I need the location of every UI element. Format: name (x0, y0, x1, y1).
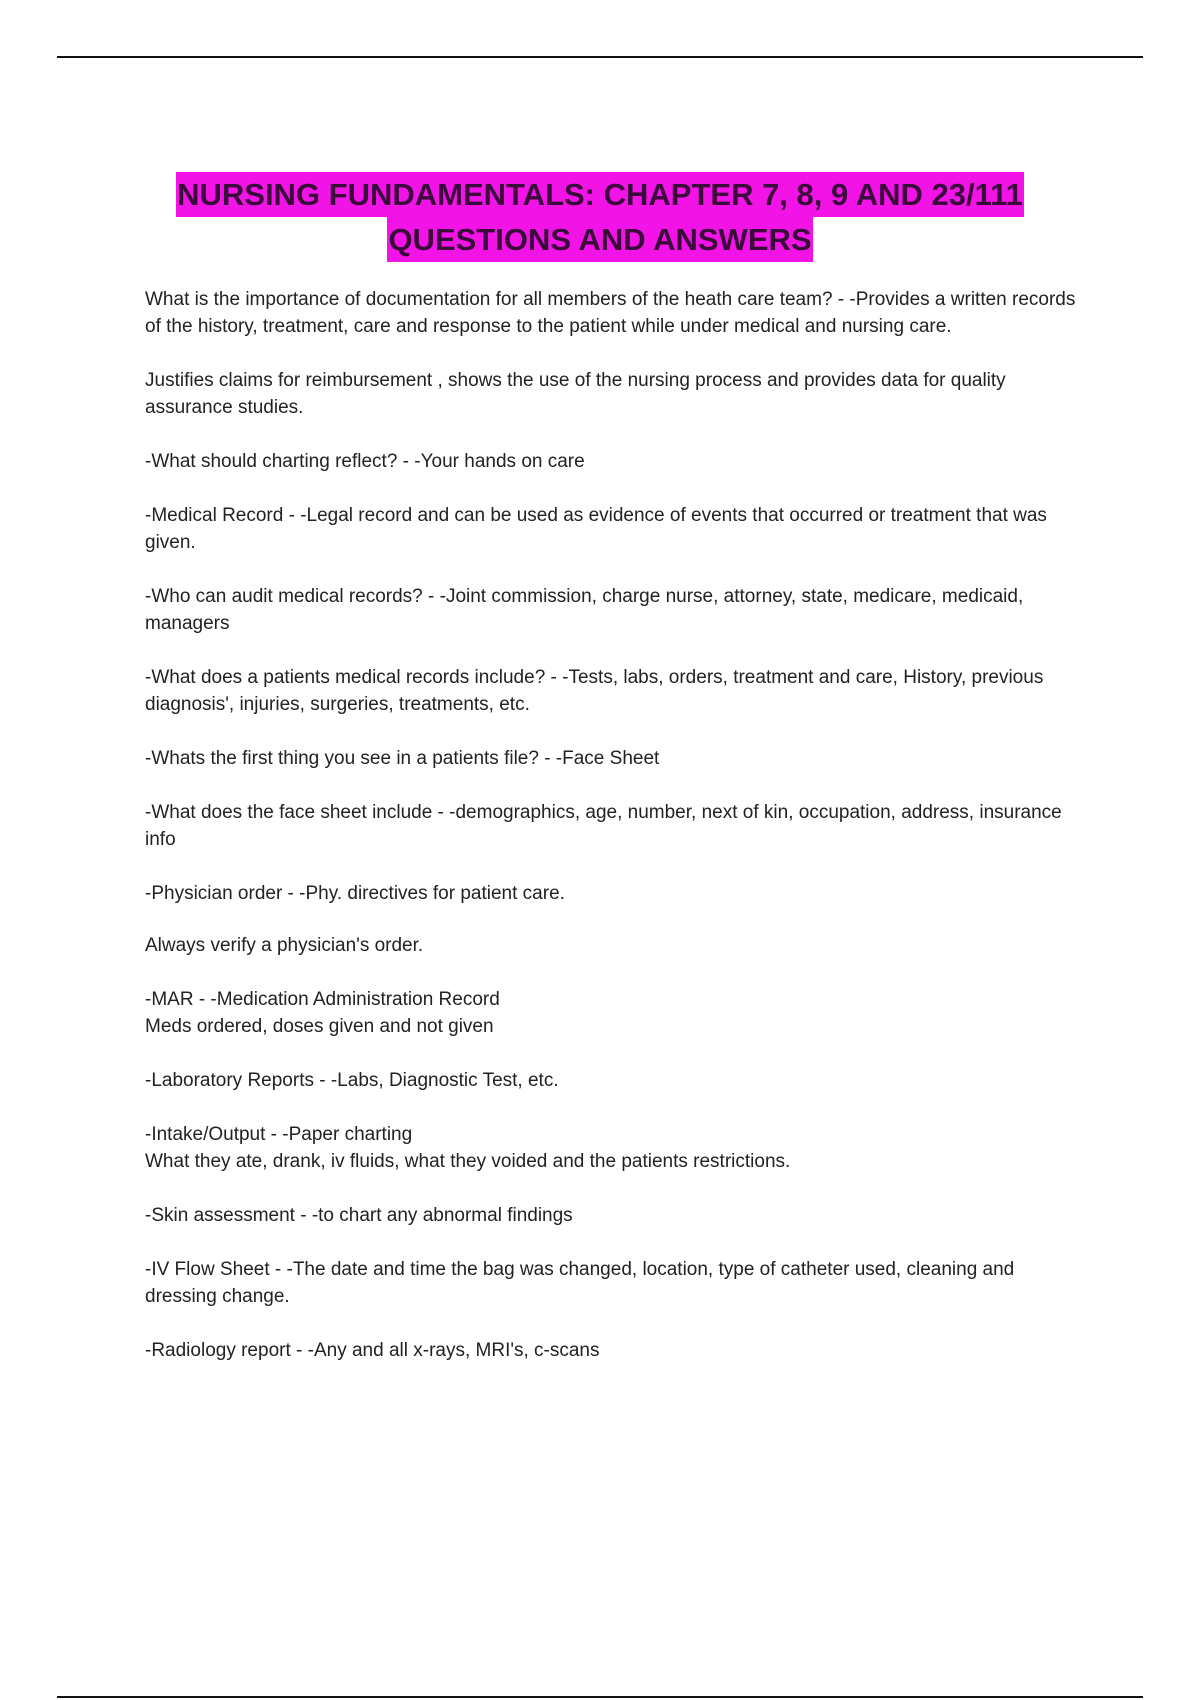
paragraph-text: -Radiology report - -Any and all x-rays, MRI's, c-scans (145, 1340, 600, 1361)
qa-paragraph (145, 448, 1085, 475)
paragraph-text: What they ate, drank, iv fluids, what they voided and the patients restrictions. (145, 1151, 791, 1172)
paragraph-text: Justifies claims for reimbursement , shows the use of the nursing process and provides data for quality assurance studies. (145, 370, 1006, 418)
qa-content (145, 286, 1085, 1391)
paragraph-text: -IV Flow Sheet - -The date and time the bag was changed, location, type of catheter used, cleaning and dressing change. (145, 1259, 1015, 1307)
title-line-2: QUESTIONS AND ANSWERS (387, 217, 812, 262)
qa-paragraph (145, 1202, 1085, 1229)
qa-paragraph (145, 286, 1085, 340)
qa-paragraph (145, 367, 1085, 421)
paragraph-text: -Medical Record - -Legal record and can be used as evidence of events that occurred or treatment that was given. (145, 505, 1047, 553)
paragraph-text: -MAR - -Medication Administration Record (145, 989, 500, 1010)
document-title (0, 172, 1200, 262)
top-rule (57, 56, 1143, 58)
qa-paragraph (145, 1337, 1085, 1364)
paragraph-text: -Intake/Output - -Paper charting (145, 1124, 413, 1145)
paragraph-text: What is the importance of documentation for all members of the heath care team? - -Provides a written records of the history, treatment, care and response to the patient while under medical and nursing care. (145, 289, 1076, 337)
title-line-1: NURSING FUNDAMENTALS: CHAPTER 7, 8, 9 AND 23/111 (176, 172, 1024, 217)
qa-paragraph (145, 1067, 1085, 1094)
qa-paragraph (145, 664, 1085, 718)
paragraph-text: -Skin assessment - -to chart any abnormal findings (145, 1205, 573, 1226)
paragraph-text: -What does the face sheet include - -demographics, age, number, next of kin, occupation, address, insurance info (145, 802, 1062, 850)
paragraph-text: -What should charting reflect? - -Your hands on care (145, 451, 585, 472)
paragraph-text: Always verify a physician's order. (145, 935, 424, 956)
paragraph-text: -What does a patients medical records include? - -Tests, labs, orders, treatment and care, History, previous diagnosis', injuries, surgeries, treatments, etc. (145, 667, 1044, 715)
qa-paragraph (145, 745, 1085, 772)
qa-paragraph (145, 583, 1085, 637)
qa-paragraph (145, 986, 1085, 1040)
qa-paragraph (145, 502, 1085, 556)
paragraph-text: -Whats the first thing you see in a patients file? - -Face Sheet (145, 748, 660, 769)
paragraph-text: -Laboratory Reports - -Labs, Diagnostic Test, etc. (145, 1070, 559, 1091)
qa-paragraph (145, 1256, 1085, 1310)
paragraph-text: Meds ordered, doses given and not given (145, 1016, 494, 1037)
qa-paragraph (145, 880, 1085, 907)
paragraph-text: -Who can audit medical records? - -Joint commission, charge nurse, attorney, state, medicare, medicaid, managers (145, 586, 1024, 634)
qa-paragraph (145, 799, 1085, 853)
qa-paragraph (145, 932, 1085, 959)
bottom-rule (57, 1696, 1143, 1698)
paragraph-text: -Physician order - -Phy. directives for patient care. (145, 883, 565, 904)
qa-paragraph (145, 1121, 1085, 1175)
